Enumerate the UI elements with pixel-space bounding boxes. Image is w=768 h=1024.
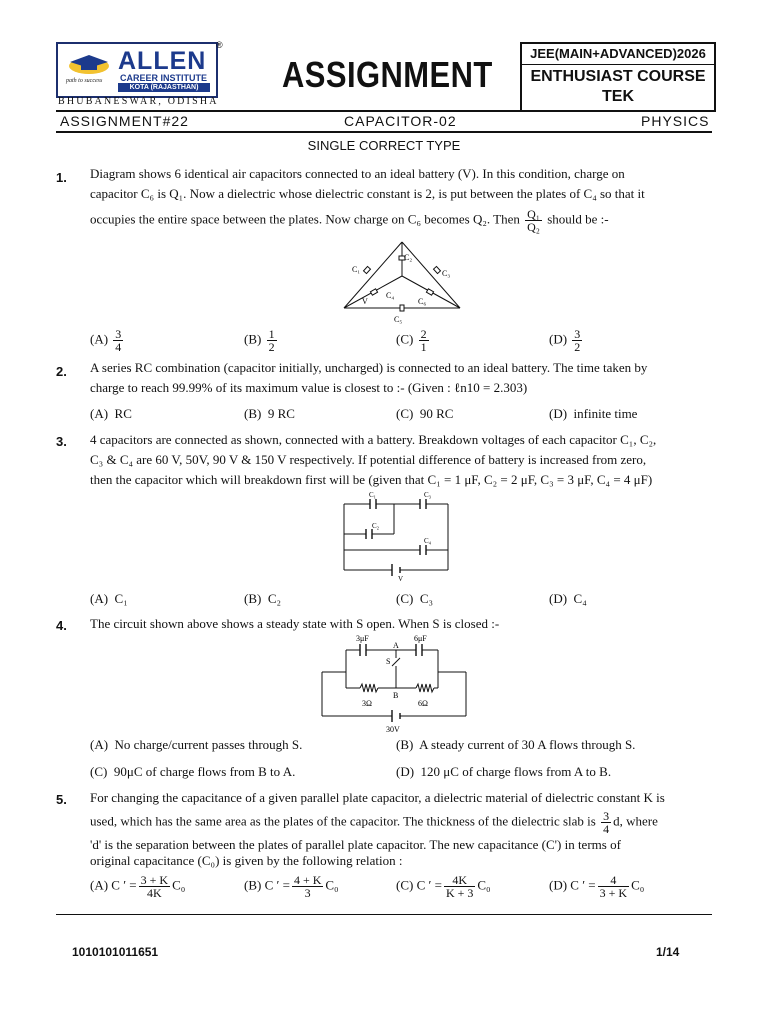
- label-c2: C₂: [372, 522, 380, 530]
- question-line: The circuit shown above shows a steady state with S open. When S is closed :-: [90, 616, 500, 631]
- fraction-den: K + 3: [445, 886, 474, 900]
- fraction-den: Q₂: [527, 220, 540, 234]
- fraction-num: 4K: [444, 874, 475, 887]
- question-line: then the capacitor which will breakdown first will be (given that C₁ = 1 μF, C₂ = 2 μF, C₃ = 3 μF, C₄ = 4 μF): [90, 472, 653, 487]
- fraction-num: 3 + K: [140, 873, 169, 887]
- option-rhs: C₀: [172, 877, 186, 893]
- question-number: 2.: [56, 364, 67, 379]
- option-a[interactable]: [90, 591, 128, 607]
- course-line2: ENTHUSIAST COURSE: [530, 68, 706, 85]
- option-label: (A): [90, 331, 109, 347]
- question-number: 1.: [56, 170, 67, 185]
- question-line: [90, 208, 702, 233]
- option-d[interactable]: [549, 874, 644, 899]
- option-a[interactable]: [90, 874, 185, 899]
- course-line1: JEE(MAIN+ADVANCED)2026: [530, 46, 706, 61]
- fraction-den: 2: [574, 340, 581, 354]
- question-number: 3.: [56, 434, 67, 449]
- option-d[interactable]: [549, 591, 587, 607]
- fraction: [113, 328, 123, 353]
- option-c[interactable]: [90, 764, 295, 780]
- fraction-den: 4: [603, 822, 610, 836]
- option-lhs: C ′ =: [416, 877, 442, 893]
- header-rule-top: [56, 110, 712, 112]
- question-line: used, which has the same area as the plates of the capacitor. The thickness of the dielectric slab is: [90, 813, 596, 829]
- page-title: ASSIGNMENT: [282, 54, 493, 95]
- subject: PHYSICS: [641, 113, 710, 129]
- option-rhs: C₀: [325, 877, 339, 893]
- option-d[interactable]: [396, 764, 611, 780]
- label-c1: C₁: [352, 265, 361, 274]
- question-line: original capacitance (C₀) is given by the following relation :: [90, 853, 403, 868]
- option-text: A steady current of 30 A flows through S.: [419, 737, 636, 752]
- option-label: (C): [396, 591, 414, 606]
- registered-mark: ®: [216, 40, 223, 50]
- option-text: 90μC of charge flows from B to A.: [113, 764, 296, 779]
- option-label: (D): [549, 406, 568, 421]
- option-label: (D): [396, 764, 415, 779]
- option-label: (C): [396, 406, 414, 421]
- question-line: 4 capacitors are connected as shown, connected with a battery. Breakdown voltages of each capacitor C₁, C₂,: [90, 432, 657, 447]
- label-c-right: 6μF: [414, 634, 427, 643]
- option-text: infinite time: [573, 406, 638, 421]
- fraction: [419, 328, 429, 353]
- label-r-left: 3Ω: [362, 699, 372, 708]
- fraction: [598, 874, 629, 899]
- option-lhs: C ′ =: [570, 877, 596, 893]
- option-lhs: C ′ =: [111, 877, 137, 893]
- document-code: 1010101011651: [72, 945, 159, 959]
- option-c[interactable]: [396, 328, 431, 353]
- logo-brand: ALLEN: [118, 47, 207, 75]
- option-d[interactable]: [549, 406, 637, 422]
- fraction-den: 3: [304, 886, 311, 900]
- question-line: d, where: [613, 813, 658, 829]
- capacitor-triangle-diagram: [338, 238, 468, 328]
- option-b[interactable]: [244, 591, 281, 607]
- header-rule-bottom: [56, 131, 712, 133]
- option-text: C₄: [573, 591, 587, 606]
- option-label: (B): [244, 406, 262, 421]
- option-label: (A): [90, 877, 109, 893]
- question-number: 5.: [56, 792, 67, 807]
- question-line: occupies the entire space between the plates. Now charge on C₆ becomes Q₂. Then: [90, 211, 520, 227]
- option-b[interactable]: [396, 737, 635, 753]
- location: BHUBANESWAR, ODISHA: [58, 96, 219, 107]
- label-c5: C₅: [394, 315, 403, 324]
- section-title: SINGLE CORRECT TYPE: [307, 138, 461, 153]
- option-c[interactable]: [396, 874, 491, 899]
- option-b[interactable]: [244, 874, 339, 899]
- capacitor-network-diagram: [336, 490, 456, 582]
- question-line: capacitor C₆ is Q₁. Now a dielectric whose dielectric constant is 2, is put between the plates of C₄ so that it: [90, 186, 645, 201]
- assignment-number: ASSIGNMENT#22: [60, 113, 189, 129]
- option-text: 9 RC: [267, 406, 295, 421]
- fraction-num: 4: [598, 874, 629, 887]
- option-label: (A): [90, 406, 109, 421]
- fraction-den: 4: [115, 340, 122, 354]
- question-line: should be :-: [547, 211, 609, 227]
- fraction: [267, 328, 277, 353]
- fraction-num: Q₁: [527, 207, 540, 221]
- label-c1: C₁: [369, 491, 377, 499]
- logo-tagline: path to success: [66, 78, 103, 84]
- fraction-num: 2: [420, 327, 427, 341]
- option-label: (D): [549, 331, 568, 347]
- fraction: [525, 208, 542, 233]
- label-c4: C₄: [424, 537, 432, 545]
- logo-city: KOTA (RAJASTHAN): [118, 83, 210, 92]
- option-lhs: C ′ =: [264, 877, 290, 893]
- graduation-cap-icon: [66, 52, 112, 76]
- option-label: (B): [244, 331, 262, 347]
- fraction-num: 3: [115, 327, 122, 341]
- question-text: [90, 614, 702, 634]
- fraction: [444, 874, 475, 899]
- option-a[interactable]: [90, 328, 125, 353]
- label-c2: C₂: [404, 253, 413, 262]
- label-a: A: [393, 641, 399, 650]
- fraction: [292, 874, 323, 899]
- question-line: [90, 810, 702, 835]
- option-label: (B): [244, 591, 262, 606]
- question-line: For changing the capacitance of a given parallel plate capacitor, a dielectric material of dielectric constant K is: [90, 790, 665, 805]
- option-label: (C): [396, 331, 414, 347]
- question-line: 'd' is the separation between the plates of parallel plate capacitor. The new capacitance (C') in terms of: [90, 837, 621, 852]
- course-box: [520, 42, 716, 112]
- course-divider: [522, 64, 714, 65]
- option-text: 120 μC of charge flows from A to B.: [420, 764, 612, 779]
- label-c-left: 3μF: [356, 634, 369, 643]
- option-label: (B): [396, 737, 414, 752]
- option-b[interactable]: [244, 328, 279, 353]
- label-c6: C₆: [418, 297, 427, 306]
- option-text: No charge/current passes through S.: [114, 737, 303, 752]
- option-text: C₃: [419, 591, 434, 606]
- label-v: V: [398, 575, 404, 582]
- question-text: [90, 358, 702, 398]
- option-label: (A): [90, 737, 109, 752]
- option-label: (D): [549, 877, 568, 893]
- topic: CAPACITOR-02: [344, 113, 457, 129]
- fraction-den: 4K: [147, 886, 162, 900]
- option-b[interactable]: [244, 406, 295, 422]
- fraction-den: 2: [268, 340, 275, 354]
- question-line: C₃ & C₄ are 60 V, 50V, 90 V & 150 V respectively. If potential difference of battery is increased from zero,: [90, 452, 647, 467]
- fraction-num: 4 + K: [293, 873, 322, 887]
- option-label: (C): [90, 764, 108, 779]
- question-text: [90, 430, 702, 490]
- question-line: Diagram shows 6 identical air capacitors connected to an ideal battery (V). In this condition, charge on: [90, 166, 625, 181]
- fraction-num: 3: [574, 327, 581, 341]
- option-a[interactable]: [90, 737, 302, 753]
- allen-logo: [56, 42, 218, 98]
- switch-circuit-diagram: [316, 632, 472, 736]
- option-c[interactable]: [396, 591, 433, 607]
- question-line: charge to reach 99.99% of its maximum value is closest to :- (Given : ℓn10 = 2.303): [90, 380, 528, 395]
- option-text: C₂: [267, 591, 282, 606]
- option-a[interactable]: [90, 406, 132, 422]
- label-c4: C₄: [386, 291, 395, 300]
- fraction: [601, 810, 611, 835]
- page-number: 1/14: [656, 945, 680, 959]
- fraction: [572, 328, 582, 353]
- option-label: (D): [549, 591, 568, 606]
- question-text: [90, 788, 702, 871]
- label-v: V: [362, 297, 368, 306]
- option-c[interactable]: [396, 406, 453, 422]
- option-d[interactable]: [549, 328, 584, 353]
- fraction-num: 3: [603, 809, 610, 823]
- fraction-den: 1: [420, 340, 427, 354]
- logo-sub: CAREER INSTITUTE: [120, 73, 208, 83]
- option-text: C₁: [114, 591, 128, 606]
- question-number: 4.: [56, 618, 67, 633]
- question-line: A series RC combination (capacitor initially, uncharged) is connected to an ideal battery. The time taken by: [90, 360, 648, 375]
- option-text: RC: [114, 406, 132, 421]
- footer-rule: [56, 914, 712, 915]
- option-rhs: C₀: [477, 877, 491, 893]
- fraction-den: 3 + K: [599, 886, 628, 900]
- option-label: (C): [396, 877, 414, 893]
- question-text: [90, 164, 702, 233]
- label-s: S: [386, 657, 391, 666]
- option-label: (B): [244, 877, 262, 893]
- option-label: (A): [90, 591, 109, 606]
- option-text: 90 RC: [419, 406, 454, 421]
- label-c3: C₃: [424, 491, 432, 499]
- label-r-right: 6Ω: [418, 699, 428, 708]
- label-c3: C₃: [442, 269, 451, 278]
- fraction: [139, 874, 170, 899]
- label-b: B: [393, 691, 399, 700]
- course-line3: TEK: [602, 88, 634, 105]
- option-rhs: C₀: [631, 877, 645, 893]
- fraction-num: 1: [268, 327, 275, 341]
- label-battery: 30V: [386, 725, 400, 734]
